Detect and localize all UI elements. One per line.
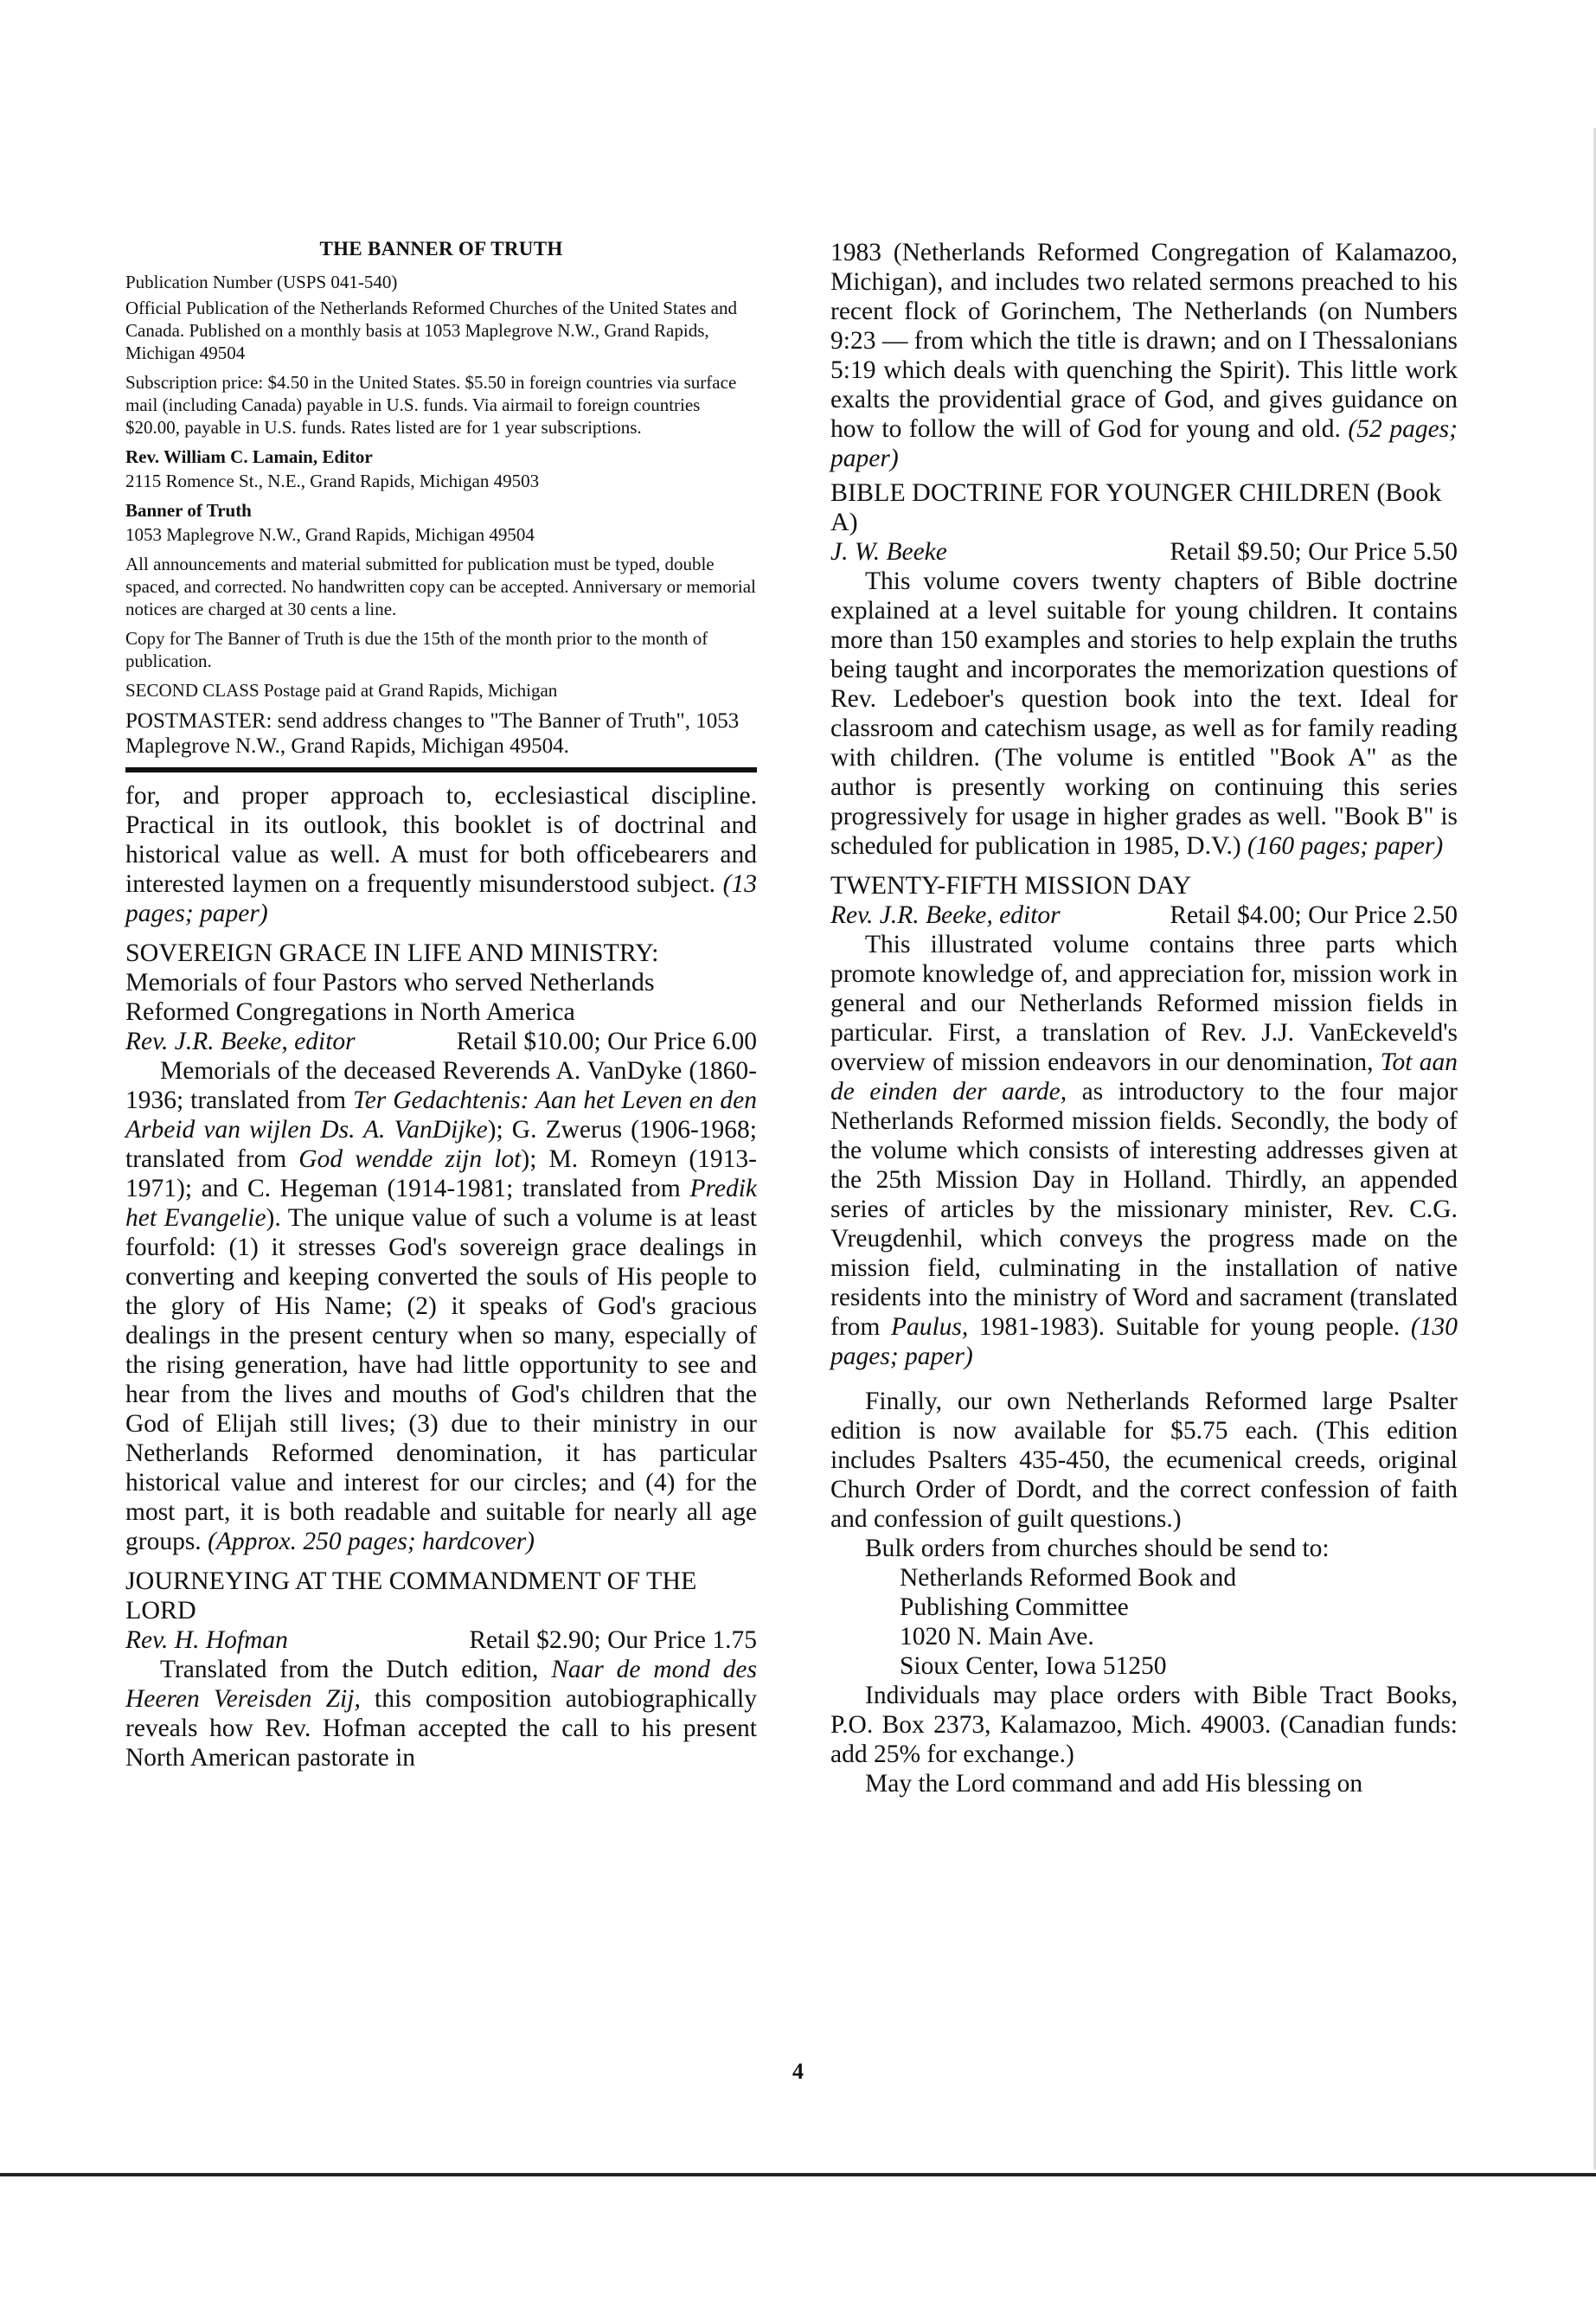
book-mission-day: [830, 871, 1458, 1371]
psalter-paragraph: Finally, our own Netherlands Reformed large Psalter edition is now available for $5.75 each. (This edition includes Psalters 435-450, the ecumenical creeds, original Church Order of Dordt, and the correct confession of faith and confession of guilt questions.): [830, 1388, 1458, 1533]
subscription-price: Subscription price: $4.50 in the United States. $5.50 in foreign countries via surface mail (including Canada) payable in U.S. funds. Via airmail to foreign countries $20.00, payable in U.S. funds. Rates listed are for 1 year subscriptions.: [125, 372, 737, 438]
announcements-notice: All announcements and material submitted for publication must be typed, double spaced, and corrected. No handwritten copy can be accepted. Anniversary or memorial notices are charged at 30 cents a line.: [125, 554, 756, 619]
copy-due-notice: Copy for The Banner of Truth is due the 15th of the month prior to the month of publication.: [125, 628, 708, 671]
editor-address: 2115 Romence St., N.E., Grand Rapids, Michigan 49503: [125, 471, 540, 491]
publication-number: Publication Number (USPS 041-540): [125, 272, 398, 292]
book-price: Retail $9.50; Our Price 5.50: [1170, 538, 1458, 566]
masthead-title: THE BANNER OF TRUTH: [319, 238, 563, 260]
book-author: Rev. J.R. Beeke, editor: [125, 1028, 356, 1055]
book-author: Rev. H. Hofman: [125, 1626, 288, 1654]
postmaster-notice: POSTMASTER: send address changes to "The Banner of Truth", 1053 Maplegrove N.W., Grand Rapids, Michigan 49504.: [125, 709, 740, 758]
book-author-price: [830, 901, 1458, 930]
masthead-divider: [125, 767, 757, 772]
individual-orders: Individuals may place orders with Bible Tract Books, P.O. Box 2373, Kalamazoo, Mich. 49003. (Canadian funds: add 25% for exchange.): [830, 1682, 1458, 1768]
left-continuation: for, and proper approach to, ecclesiastical discipline. Practical in its outlook, this booklet is of doctrinal and historical value as well. A must for both officebearers and interested laymen on a frequently misunderstood subject. (13 pages; paper): [125, 782, 757, 927]
book-author-price: [125, 1625, 757, 1655]
book-description: Translated from the Dutch edition, Naar de mond des Heeren Vereisden Zij, this composition autobiographically reveals how Rev. Hofman accepted the call to his present North American pastorate in: [125, 1656, 757, 1772]
book-heading: SOVEREIGN GRACE IN LIFE AND MINISTRY: Memorials of four Pastors who served Netherlands Reformed Congregations in North America: [125, 939, 659, 1026]
book-description: Memorials of the deceased Reverends A. VanDyke (1860-1936; translated from Ter Gedachtenis: Aan het Leven en den Arbeid van wijlen Ds. A. VanDijke); G. Zwerus (1906-1968; translated from God wendde zijn lot); M. Romeyn (1913-1971); and C. Hegeman (1914-1981; translated from Predik het Evangelie). The unique value of such a volume is at least fourfold: (1) it stresses God's sovereign grace dealings in converting and keeping converted the souls of His people to the glory of His Name; (2) it speaks of God's gracious dealings in the present century when so many, especially of the rising generation, have had little opportunity to see and hear from the lives and mouths of God's children that the God of Elijah still lives; (3) due to their ministry in our Netherlands Reformed denomination, it has particular historical value and interest for our circles; and (4) for the most part, it is both readable and suitable for nearly all age groups. (Approx. 250 pages; hardcover): [125, 1057, 758, 1555]
book-price: Retail $2.90; Our Price 1.75: [469, 1626, 757, 1654]
official-publication: Official Publication of the Netherlands Reformed Churches of the United States and Canada. Published on a monthly basis at 1053 Maplegrove N.W., Grand Rapids, Michigan 49504: [125, 298, 738, 363]
book-author: J. W. Beeke: [830, 538, 947, 566]
address-line: Sioux Center, Iowa 51250: [900, 1652, 1167, 1680]
right-continuation: 1983 (Netherlands Reformed Congregation of Kalamazoo, Michigan), and includes two related sermons preached to his recent flock of Gorinchem, The Netherlands (on Numbers 9:23 — from which the title is drawn; and on I Thessalonians 5:19 which deals with quenching the Spirit). This little work exalts the providential grace of God, and gives guidance on how to follow the will of God for young and old. (52 pages; paper): [830, 239, 1458, 472]
closing-line: May the Lord command and add His blessing on: [865, 1770, 1363, 1798]
address-line: Publishing Committee: [900, 1593, 1129, 1621]
right-column: [830, 238, 1458, 1798]
book-description: This illustrated volume contains three parts which promote knowledge of, and appreciation for, mission work in general and our Netherlands Reformed mission fields in particular. First, a translation of Rev. J.J. VanEckeveld's overview of mission endeavors in our denomination, Tot aan de einden der aarde, as introductory to the four major Netherlands Reformed mission fields. Secondly, the body of the volume which consists of interesting addresses given at the 25th Mission Day in Holland. Thirdly, an appended series of articles by the missionary minister, Rev. C.G. Vreugdenhil, which conveys the progress made on the mission field, culminating in the installation of native residents into the ministry of Word and sacrament (translated from Paulus, 1981-1983). Suitable for young people. (130 pages; paper): [830, 931, 1458, 1370]
order-address: [900, 1563, 1458, 1681]
book-price: Retail $10.00; Our Price 6.00: [456, 1028, 757, 1055]
book-journeying: [125, 1567, 757, 1772]
address-line: 1020 N. Main Ave.: [900, 1623, 1094, 1650]
editor-name: Rev. William C. Lamain, Editor: [125, 446, 373, 467]
page-number: 4: [792, 2059, 804, 2084]
postage-notice: SECOND CLASS Postage paid at Grand Rapids, Michigan: [125, 680, 558, 701]
book-sovereign-grace: [125, 939, 757, 1556]
book-author-price: [830, 537, 1458, 567]
address-line: Netherlands Reformed Book and: [900, 1564, 1237, 1592]
book-heading: JOURNEYING AT THE COMMANDMENT OF THE LORD: [125, 1567, 697, 1625]
left-column: [125, 238, 757, 1772]
book-heading: BIBLE DOCTRINE FOR YOUNGER CHILDREN (Book A): [830, 478, 1442, 536]
book-bible-doctrine: [830, 478, 1458, 861]
banner-address: 1053 Maplegrove N.W., Grand Rapids, Michigan 49504: [125, 524, 535, 545]
masthead: [125, 238, 757, 759]
book-author-price: [125, 1027, 757, 1056]
book-description: This volume covers twenty chapters of Bible doctrine explained at a level suitable for young children. It contains more than 150 examples and stories to help explain the truths being taught and incorporates the memorization questions of Rev. Ledeboer's question book into the text. Ideal for classroom and catechism usage, as well as for family reading with children. (The volume is entitled "Book A" as the author is presently working on continuing this series progressively for usage in higher grades as well. "Book B" is scheduled for publication in 1985, D.V.) (160 pages; paper): [830, 567, 1458, 860]
book-price: Retail $4.00; Our Price 2.50: [1170, 901, 1458, 929]
book-author: Rev. J.R. Beeke, editor: [830, 901, 1061, 929]
scan-bottom-line: [0, 2173, 1596, 2176]
book-heading: TWENTY-FIFTH MISSION DAY: [830, 871, 1192, 900]
banner-name: Banner of Truth: [125, 500, 252, 521]
bulk-orders: Bulk orders from churches should be send to:: [865, 1535, 1330, 1562]
